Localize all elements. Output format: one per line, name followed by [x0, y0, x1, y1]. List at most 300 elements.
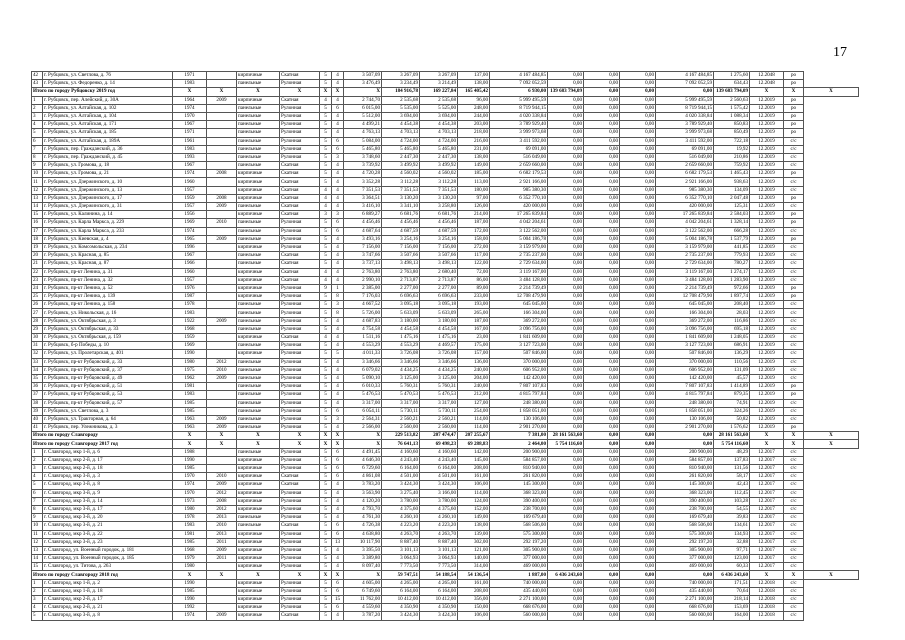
table-cell: 3 180,00	[382, 317, 420, 325]
table-cell: 0,00	[548, 211, 584, 219]
table-cell: 0,00	[548, 342, 584, 350]
table-cell: 12.2017	[750, 465, 784, 473]
table-cell: 0,00	[620, 579, 656, 587]
table-cell: Скатная	[280, 612, 320, 620]
table-cell	[207, 293, 237, 301]
table-cell: 985 380,30	[656, 186, 714, 194]
table-cell: 45,57	[714, 374, 750, 382]
table-cell: 2 214 739,49	[490, 284, 548, 292]
table-cell: 2 713,87	[420, 276, 458, 284]
table-cell: 12.2048	[750, 72, 784, 80]
table-cell: 28,03	[714, 309, 750, 317]
table-cell: 1 328,14	[714, 219, 750, 227]
table-cell: ро	[784, 170, 804, 178]
table-cell: 6 054,11	[344, 407, 382, 415]
table-cell: с/с	[784, 162, 804, 170]
table-cell: 292 197,20	[656, 538, 714, 546]
table-cell: X	[320, 88, 332, 96]
table-cell: X	[784, 440, 804, 448]
table-cell: 1 274,17	[714, 268, 750, 276]
table-cell: 0,00	[548, 465, 584, 473]
table-cell: 97,00	[458, 194, 490, 202]
table-cell: 131,56	[714, 465, 750, 473]
table-cell: 985 380,30	[490, 186, 548, 194]
table-cell: 3 254,16	[382, 235, 420, 243]
table-cell: 6 079,02	[344, 366, 382, 374]
table-cell: Скатная	[280, 170, 320, 178]
table-cell: 12.2019	[750, 121, 784, 129]
table-cell: кирпичные	[237, 276, 280, 284]
table-cell: 0,00	[584, 366, 620, 374]
table-cell: 0,00	[584, 325, 620, 333]
table-cell: 5	[320, 374, 332, 382]
table-cell: 507 846,00	[656, 350, 714, 358]
table-cell: 6	[332, 145, 344, 153]
table-cell: панельные	[237, 309, 280, 317]
table-cell: 0,00	[620, 104, 656, 112]
address-cell: г. Рубцовск, пр-кт Рубцовский, д. 37	[43, 366, 173, 374]
table-cell: X	[344, 571, 382, 579]
table-cell: 2 921 166,00	[490, 178, 548, 186]
table-cell: 5	[320, 252, 332, 260]
table-cell: 2 901 270,00	[656, 424, 714, 432]
table-cell	[207, 456, 237, 464]
table-cell: 1 858 051,00	[656, 407, 714, 415]
table-cell: 12.2019	[750, 301, 784, 309]
table-cell: 4 646,30	[344, 456, 382, 464]
table-cell: X	[332, 432, 344, 440]
table-row	[32, 252, 859, 260]
table-row	[32, 546, 859, 554]
table-cell: 3 317,00	[382, 399, 420, 407]
table-cell: 0,00	[584, 276, 620, 284]
table-cell: Рулонная	[280, 317, 320, 325]
table-cell: 187,00	[458, 317, 490, 325]
table-cell: 3 789 929,40	[656, 121, 714, 129]
table-cell: 606 952,00	[490, 366, 548, 374]
total-label: Итого по городу Славгороду 2017 год	[32, 440, 173, 448]
table-cell: 131,09	[714, 366, 750, 374]
table-cell: 3	[32, 112, 43, 120]
table-cell: 0,00	[584, 571, 620, 579]
table-row	[32, 596, 859, 604]
table-cell: 12.2019	[750, 268, 784, 276]
table-cell: 152,00	[458, 505, 490, 513]
table-cell: 4 687,59	[420, 227, 458, 235]
table-cell: 0,00	[620, 121, 656, 129]
table-cell: 1 414,89	[714, 383, 750, 391]
table-cell: 1 248,05	[714, 334, 750, 342]
table-cell: 4	[332, 186, 344, 194]
table-cell: 12.2019	[750, 374, 784, 382]
address-cell: г. Рубцовск, пер. Алейский, д. 30А	[43, 96, 173, 104]
table-cell: Скатная	[280, 72, 320, 80]
table-cell: 3 346,66	[344, 358, 382, 366]
table-cell: Рулонная	[280, 243, 320, 251]
table-cell: 568 506,00	[656, 522, 714, 530]
table-cell: 0,00	[656, 571, 714, 579]
table-cell: 810 940,00	[490, 465, 548, 473]
table-cell: 3 739,92	[344, 162, 382, 170]
table-cell: 0,00	[620, 227, 656, 235]
address-cell: г. Славгород, мкр 3-й, д. 23	[43, 538, 173, 546]
table-cell: 7 156,00	[382, 243, 420, 251]
table-cell: 5	[320, 530, 332, 538]
table-cell: 5	[320, 448, 332, 456]
table-cell: 122,00	[458, 260, 490, 268]
table-cell: 4	[332, 162, 344, 170]
address-cell: г. Славгород, мкр 3-й, д. 17	[43, 505, 173, 513]
table-cell: 0,00	[584, 563, 620, 571]
table-cell: с/с	[784, 350, 804, 358]
table-cell	[207, 260, 237, 268]
address-cell: г. Рубцовск, ул. Тракторная, д. 64	[43, 415, 173, 423]
table-cell: с/с	[784, 415, 804, 423]
table-cell: 1966	[173, 260, 207, 268]
table-cell: 3 096 756,00	[490, 325, 548, 333]
table-cell: Рулонная	[280, 366, 320, 374]
table-cell: 0,00	[548, 587, 584, 595]
table-cell: 324,26	[714, 407, 750, 415]
table-cell: 4 456,46	[344, 219, 382, 227]
table-cell: 3	[332, 153, 344, 161]
table-cell: 0,00	[620, 80, 656, 88]
table-cell: 1960	[173, 268, 207, 276]
table-cell: 3 726,08	[382, 350, 420, 358]
table-cell: Рулонная	[280, 530, 320, 538]
table-cell: 390 400,00	[490, 497, 548, 505]
table-row	[32, 407, 859, 415]
table-cell: 18	[32, 235, 43, 243]
table-cell: 43	[32, 80, 43, 88]
table-cell: 0,00	[548, 162, 584, 170]
table-cell: 1993	[173, 153, 207, 161]
address-cell: г. Рубцовск, ул. Алтайская, д. 185	[43, 129, 173, 137]
address-cell: г. Славгород, ул. Военный городок, д. 185	[43, 555, 173, 563]
table-cell	[207, 407, 237, 415]
table-cell: X	[173, 88, 207, 96]
table-cell: 4 375,60	[420, 505, 458, 513]
table-cell: 3 101,13	[420, 546, 458, 554]
table-cell: 0,00	[584, 374, 620, 382]
table-cell: 4 263,70	[382, 530, 420, 538]
table-cell: 6 729,60	[344, 465, 382, 473]
table-cell: 3 411 592,00	[490, 137, 548, 145]
table-cell: 137,83	[714, 456, 750, 464]
table-cell: 0,00	[620, 530, 656, 538]
table-cell: 0,00	[584, 227, 620, 235]
table-cell: X	[344, 432, 382, 440]
table-cell: 5	[320, 555, 332, 563]
table-cell: 218,00	[458, 129, 490, 137]
table-cell: 6 696,63	[420, 293, 458, 301]
table-cell: 23,00	[458, 334, 490, 342]
table-cell: с/с	[784, 456, 804, 464]
table-cell: 0,00	[584, 612, 620, 620]
table-cell: 0,00	[584, 309, 620, 317]
table-cell: 2009	[207, 424, 237, 432]
table-row	[32, 612, 859, 620]
table-cell: 4	[332, 178, 344, 186]
table-cell: 4	[332, 612, 344, 620]
table-cell: 12.2019	[750, 252, 784, 260]
table-cell: 7 156,00	[344, 243, 382, 251]
table-row	[32, 342, 859, 350]
table-cell: 0,00	[620, 473, 656, 481]
table-cell: 0,00	[584, 211, 620, 219]
table-cell: 4 687,64	[344, 227, 382, 235]
table-cell: 238 700,00	[490, 505, 548, 513]
table-row	[32, 178, 859, 186]
table-cell: 3 999 973,68	[656, 129, 714, 137]
table-cell: 12.2019	[750, 358, 784, 366]
table-cell: 10	[32, 522, 43, 530]
table-cell: 97,71	[714, 546, 750, 554]
table-cell: кирпичные	[237, 456, 280, 464]
table-cell: 0,00	[548, 153, 584, 161]
table-cell: Рулонная	[280, 563, 320, 571]
table-cell: 0,00	[620, 415, 656, 423]
table-cell: 0,00	[584, 358, 620, 366]
table-cell: 0,00	[584, 465, 620, 473]
table-cell: панельные	[237, 137, 280, 145]
total-label: Итого по городу Славгороду 2018 год	[32, 571, 173, 579]
table-cell: 0,00	[584, 383, 620, 391]
table-cell: 126,00	[458, 203, 490, 211]
table-cell: 2 990,10	[344, 276, 382, 284]
table-cell	[207, 342, 237, 350]
table-cell: Рулонная	[280, 448, 320, 456]
table-cell: 1961	[173, 137, 207, 145]
table-cell: 4	[332, 325, 344, 333]
table-cell: 0,00	[584, 546, 620, 554]
table-cell: 5	[320, 456, 332, 464]
table-cell: с/с	[784, 334, 804, 342]
table-cell: 69 091,00	[490, 145, 548, 153]
table-cell: 12.2019	[750, 153, 784, 161]
table-cell: 2009	[207, 481, 237, 489]
table-cell: 2 535,68	[420, 96, 458, 104]
table-cell: 2 566,00	[344, 424, 382, 432]
table-cell: 2 659 660,00	[656, 162, 714, 170]
table-cell: Скатная	[280, 203, 320, 211]
table-cell: 7 351,53	[382, 186, 420, 194]
table-cell: 60,33	[714, 563, 750, 571]
address-cell: г. Рубцовск, ул. Громова, д. 18	[43, 162, 173, 170]
table-cell: 10 117,90	[344, 538, 382, 546]
table-cell: 0,00	[548, 407, 584, 415]
table-cell: 8 719 944,15	[490, 104, 548, 112]
table-row	[32, 514, 859, 522]
table-cell: X	[344, 88, 382, 96]
table-cell: 4 167 484,85	[656, 72, 714, 80]
table-cell: 5 090,10	[344, 374, 382, 382]
table-cell: 5	[320, 514, 332, 522]
table-cell: 2 659 660,00	[490, 162, 548, 170]
table-cell: 0,00	[548, 325, 584, 333]
table-cell: 0,00	[620, 170, 656, 178]
table-cell: 3 748,60	[344, 153, 382, 161]
table-cell: 0,00	[584, 497, 620, 505]
table-cell: 0,00	[584, 80, 620, 88]
address-cell: г. Рубцовск, пр-кт Рубцовский, д. 57	[43, 399, 173, 407]
table-cell: 218,14	[714, 596, 750, 604]
table-cell: 1968	[173, 546, 207, 554]
table-cell: Рулонная	[280, 596, 320, 604]
table-cell: 32,88	[714, 538, 750, 546]
table-cell: панельные	[237, 162, 280, 170]
table-cell: 25	[32, 293, 43, 301]
table-cell: 0,00	[620, 514, 656, 522]
table-cell: 12.2017	[750, 530, 784, 538]
table-cell: 5	[320, 219, 332, 227]
table-cell: 12.2018	[750, 579, 784, 587]
table-cell: 4 724,00	[420, 137, 458, 145]
table-cell: 112,45	[714, 489, 750, 497]
table-cell: Скатная	[280, 473, 320, 481]
table-row	[32, 170, 859, 178]
table-cell: 3 127 723,00	[656, 342, 714, 350]
table-cell: 89,00	[458, 284, 490, 292]
table-cell: с/с	[784, 145, 804, 153]
table-cell: 0,00	[548, 301, 584, 309]
table-cell: 1974	[173, 170, 207, 178]
table-cell: 261 820,00	[490, 473, 548, 481]
table-cell: 0,00	[620, 129, 656, 137]
table-row	[32, 309, 859, 317]
table-cell: с/с	[784, 448, 804, 456]
table-cell: 3 267,09	[420, 72, 458, 80]
table-cell: 29	[32, 325, 43, 333]
table-cell: 5	[320, 260, 332, 268]
table-cell	[207, 448, 237, 456]
table-cell: 2 047,48	[714, 194, 750, 202]
table-cell: 3 346,66	[382, 358, 420, 366]
table-cell: 5	[320, 407, 332, 415]
table-cell: 12.2048	[750, 80, 784, 88]
table-cell	[207, 334, 237, 342]
table-cell: 2012	[207, 489, 237, 497]
table-cell: 6	[332, 219, 344, 227]
table-cell: 3 507,09	[344, 72, 382, 80]
table-cell: 377 000,00	[656, 555, 714, 563]
table-row	[32, 374, 859, 382]
table-cell: 469 000,00	[656, 563, 714, 571]
table-cell: 38	[32, 399, 43, 407]
table-cell: 1973	[173, 497, 207, 505]
table-cell: 0,00	[584, 407, 620, 415]
table-cell: 560 000,00	[490, 612, 548, 620]
table-cell: Рулонная	[280, 358, 320, 366]
table-cell: панельные	[237, 235, 280, 243]
table-cell: 668 676,00	[656, 604, 714, 612]
table-cell: 1983	[173, 391, 207, 399]
table-cell: 42	[32, 72, 43, 80]
table-cell: 4	[332, 243, 344, 251]
table-cell: 4	[320, 334, 332, 342]
address-cell: г. Рубцовск, ул. Федоренко, д. 14	[43, 80, 173, 88]
table-cell: 0,00	[620, 391, 656, 399]
table-cell	[207, 72, 237, 80]
table-row	[32, 465, 859, 473]
table-cell: 2 735 237,00	[656, 252, 714, 260]
table-cell: 1957	[173, 276, 207, 284]
table-cell: 4 499,21	[344, 121, 382, 129]
address-cell: г. Рубцовск, ул. Карла Маркса, д. 233	[43, 227, 173, 235]
table-cell: 3 424,30	[382, 481, 420, 489]
table-cell: 4	[320, 194, 332, 202]
table-cell: 2 921 166,00	[656, 178, 714, 186]
table-cell: 139 683 794,09	[714, 88, 750, 96]
table-cell: 58,17	[714, 473, 750, 481]
table-cell: 12.2018	[750, 596, 784, 604]
table-cell: Рулонная	[280, 145, 320, 153]
table-cell: кирпичные	[237, 555, 280, 563]
address-cell: г. Славгород, ул. Титова, д. 263	[43, 563, 173, 571]
table-cell: 2 584,03	[714, 211, 750, 219]
table-cell: 1970	[173, 473, 207, 481]
table-cell: 3 119 167,00	[656, 268, 714, 276]
table-cell: 0,00	[548, 334, 584, 342]
address-cell: г. Рубцовск, ул. Алтайская, д. 189А	[43, 137, 173, 145]
table-cell: Рулонная	[280, 497, 320, 505]
table-cell: 695,18	[714, 325, 750, 333]
table-cell: 145 300,00	[490, 481, 548, 489]
address-cell: г. Рубцовск, пер. Улежникова, д. 3	[43, 424, 173, 432]
table-cell: 2 560,21	[382, 415, 420, 423]
table-cell: Скатная	[280, 96, 320, 104]
table-cell: 575 300,00	[656, 530, 714, 538]
table-cell: с/с	[784, 137, 804, 145]
table-cell: с/с	[784, 366, 804, 374]
table-cell: 0,00	[548, 489, 584, 497]
table-cell: 5	[320, 399, 332, 407]
table-cell: 12.2019	[750, 112, 784, 120]
total-row	[32, 88, 859, 96]
table-cell: 33	[32, 358, 43, 366]
table-cell: кирпичные	[237, 473, 280, 481]
table-cell: 231,00	[458, 145, 490, 153]
table-cell: 7 092 052,59	[656, 80, 714, 88]
table-cell: 1970	[173, 489, 207, 497]
table-cell: 0,00	[620, 96, 656, 104]
table-cell: 3 789 929,40	[490, 121, 548, 129]
table-cell: 6 682 179,53	[490, 170, 548, 178]
table-cell: 36	[32, 383, 43, 391]
table-cell	[207, 178, 237, 186]
table-cell: 0,00	[584, 596, 620, 604]
table-cell: 48,29	[714, 448, 750, 456]
table-cell: с/с	[784, 530, 804, 538]
table-cell: 4 265,00	[420, 579, 458, 587]
address-cell: г. Рубцовск, пр-кт Ленина, д. 31	[43, 268, 173, 276]
table-cell: Рулонная	[280, 604, 320, 612]
table-cell: 0,00	[548, 317, 584, 325]
table-cell: 1959	[173, 194, 207, 202]
table-cell	[207, 284, 237, 292]
address-cell: г. Рубцовск, пр-кт Ленина, д. 139	[43, 293, 173, 301]
table-cell: 6	[332, 227, 344, 235]
table-cell: 240,00	[458, 366, 490, 374]
table-cell: 850,83	[714, 121, 750, 129]
table-row	[32, 219, 859, 227]
table-cell: с/с	[784, 243, 804, 251]
table-cell: 3 130,20	[382, 194, 420, 202]
table-cell: 3 726,08	[420, 350, 458, 358]
table-cell: 0,00	[548, 104, 584, 112]
table-cell: X	[750, 88, 784, 96]
table-cell	[207, 243, 237, 251]
